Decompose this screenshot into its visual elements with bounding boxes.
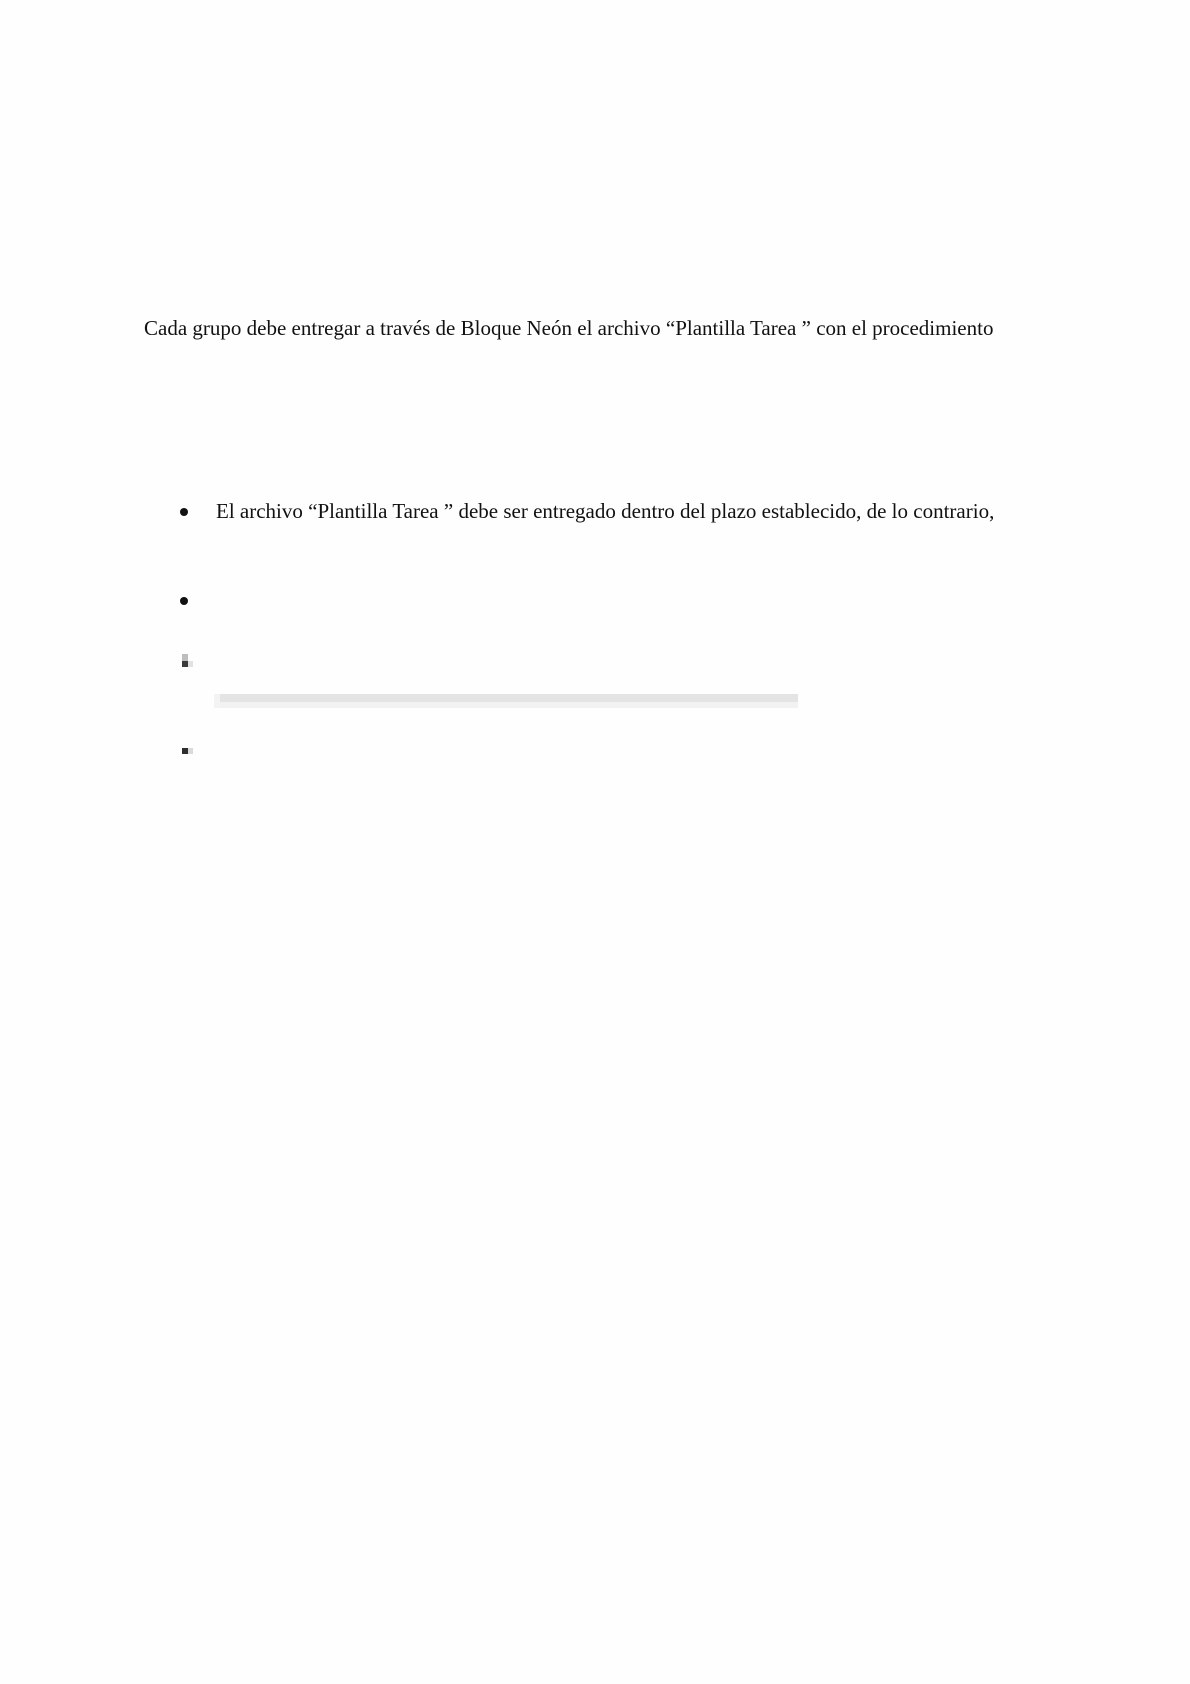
sub-bullet-square-icon (182, 748, 188, 754)
bullet-item-text: El archivo “Plantilla Tarea ” debe ser entregado dentro del plazo establecido, de lo contrario, (216, 499, 995, 523)
redacted-line (214, 694, 798, 708)
bullet-icon (180, 508, 188, 516)
sub-bullet-square-icon (182, 661, 188, 667)
body-paragraph: Cada grupo debe entregar a través de Bloque Neón el archivo “Plantilla Tarea ” con el procedimiento (144, 316, 994, 340)
bullet-icon (180, 597, 188, 605)
